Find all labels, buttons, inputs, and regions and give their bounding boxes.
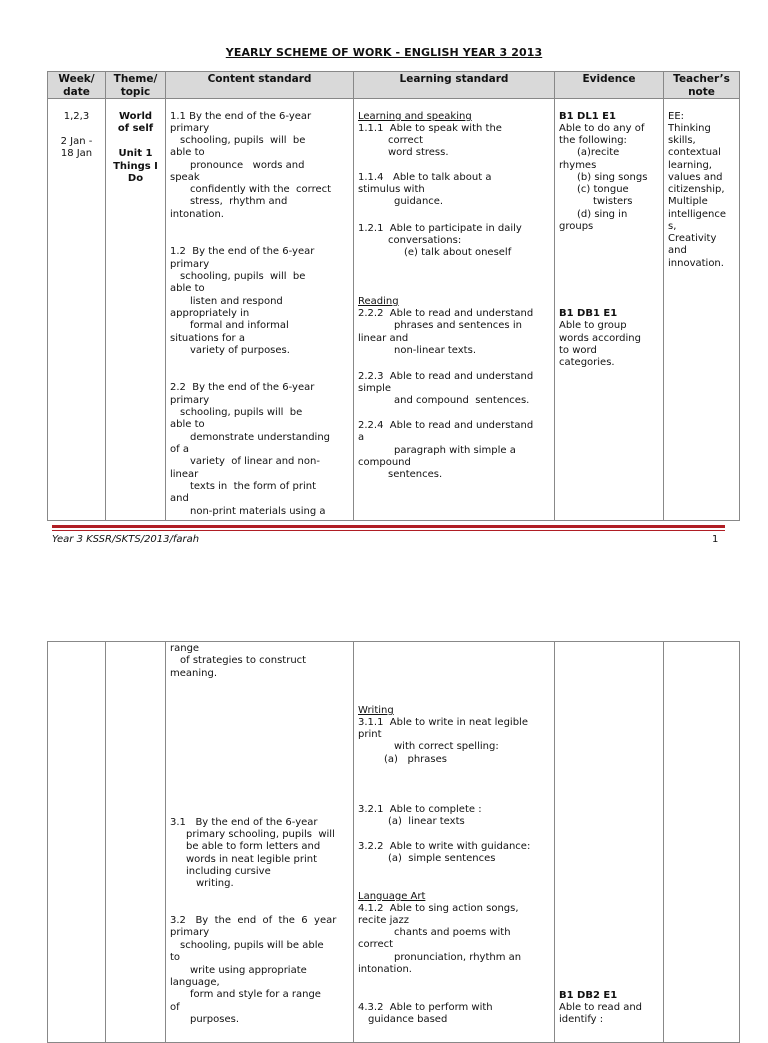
cell-text-line: range	[170, 643, 200, 654]
cell-text-line: 2.2 By the end of the 6-year	[170, 382, 315, 393]
footer-rule-thin	[52, 530, 725, 531]
cell-text-line: intelligence	[668, 209, 727, 220]
theme-topic-list	[106, 99, 165, 520]
cell-text-line: 2.2.3 Able to read and understand	[358, 371, 534, 382]
footer-text: Year 3 KSSR/SKTS/2013/farah	[52, 534, 200, 545]
cell-text-line: stimulus with	[358, 184, 425, 195]
cell-text-line: primary	[170, 395, 210, 406]
cell-text-line: guidance based	[368, 1014, 448, 1025]
cell-text-line: the following:	[559, 135, 627, 146]
cell-text-line: and compound sentences.	[394, 395, 530, 406]
cell-text-line: 3.2.1 Able to complete :	[358, 804, 482, 815]
learning-standard-text	[354, 642, 554, 1042]
cell-text-line: print	[358, 729, 382, 740]
cell-text-line: word stress.	[388, 147, 449, 158]
cell-text-line: recite jazz	[358, 915, 409, 926]
cell-text-line: B1 DB1 E1	[559, 308, 618, 319]
cell-text-line: s,	[668, 221, 677, 232]
cell-text-line: non-print materials using a	[190, 506, 326, 517]
cell-text-line: 3.2 By the end of the 6 year	[170, 915, 337, 926]
header-week-date: Week/ date	[48, 72, 106, 99]
cell-text-line: Do	[127, 173, 144, 184]
cell-text-line: schooling, pupils will be able	[180, 940, 324, 951]
cell-text-line: be able to form letters and	[186, 841, 321, 852]
cell-text-line: 18 Jan	[60, 148, 93, 160]
cell-text-line: 1.1 By the end of the 6-year	[170, 111, 312, 122]
cell-text-line: guidance.	[394, 196, 444, 207]
cell-text-line: Creativity	[668, 233, 717, 244]
cell-text-line: Language Art	[358, 891, 426, 902]
cell-text-line: primary	[170, 927, 210, 938]
cell-text-line: B1 DL1 E1	[559, 111, 616, 122]
cell-text-line: values and	[668, 172, 723, 183]
cell-text-line: Able to do any of	[559, 123, 645, 134]
cell-text-line: 3.1.1 Able to write in neat legible	[358, 717, 528, 728]
cell-text-line: of self	[117, 123, 154, 135]
cell-text-line: 1.1.4 Able to talk about a	[358, 172, 492, 183]
learning-standard-cell	[354, 99, 555, 521]
cell-text-line: (e) talk about oneself	[404, 247, 512, 258]
cell-text-line: EE:	[668, 111, 685, 122]
cell-text-line: stress, rhythm and	[190, 196, 288, 207]
cell-text-line: innovation.	[668, 258, 724, 269]
cell-text-line: speak	[170, 172, 200, 183]
table-row	[48, 642, 740, 1043]
cell-text-line: formal and informal	[190, 320, 289, 331]
cell-text-line: a	[358, 432, 365, 443]
cell-text-line: correct	[358, 939, 394, 950]
table-header-row	[48, 72, 740, 99]
cell-text-line: intonation.	[358, 964, 412, 975]
cell-text-line: pronunciation, rhythm an	[394, 952, 522, 963]
cell-text-line: confidently with the correct	[190, 184, 332, 195]
cell-text-line: able to	[170, 419, 205, 430]
header-evidence: Evidence	[555, 72, 664, 99]
cell-text-line: demonstrate understanding	[190, 432, 331, 443]
cell-text-line: 3.1 By the end of the 6-year	[170, 817, 318, 828]
footer-rule-thick	[52, 525, 725, 528]
cell-text-line: words according	[559, 333, 641, 344]
header-learning-standard: Learning standard	[354, 72, 555, 99]
cell-text-line: of strategies to construct	[180, 655, 307, 666]
cell-text-line: with correct spelling:	[394, 741, 499, 752]
cell-text-line: 2.2.4 Able to read and understand	[358, 420, 534, 431]
cell-text-line: to word	[559, 345, 597, 356]
cell-text-line: (a) phrases	[384, 754, 447, 765]
cell-text-line: and	[170, 493, 189, 504]
cell-text-line: 1.1.1 Able to speak with the	[358, 123, 502, 134]
cell-text-line: variety of linear and non-	[190, 456, 320, 467]
cell-text-line: to	[170, 952, 181, 963]
week-date-cell	[48, 99, 106, 521]
cell-text-line: form and style for a range	[190, 989, 321, 1000]
teachers-note-text	[664, 99, 739, 520]
cell-text-line: (a)recite	[577, 147, 620, 158]
cell-text-line: categories.	[559, 357, 615, 368]
week-date-cell	[48, 642, 106, 1043]
content-standard-text	[166, 99, 353, 520]
cell-text-line: write using appropriate	[190, 965, 307, 976]
cell-text-line: schooling, pupils will be	[180, 271, 306, 282]
cell-text-line: Able to group	[559, 320, 627, 331]
learning-standard-cell	[354, 642, 555, 1043]
cell-text-line: Able to read and	[559, 1002, 643, 1013]
cell-text-line: learning,	[668, 160, 712, 171]
cell-text-line: sentences.	[388, 469, 443, 480]
cell-text-line: twisters	[593, 196, 633, 207]
cell-text-line: (a) linear texts	[388, 816, 465, 827]
cell-text-line: correct	[388, 135, 424, 146]
cell-text-line: skills,	[668, 135, 696, 146]
cell-text-line: primary	[170, 123, 210, 134]
cell-text-line: Reading	[358, 296, 399, 307]
cell-text-line: writing.	[196, 878, 234, 889]
cell-text-line: 4.3.2 Able to perform with	[358, 1002, 493, 1013]
teachers-note-cell	[664, 99, 740, 521]
cell-text-line: situations for a	[170, 333, 245, 344]
cell-text-line: purposes.	[190, 1014, 240, 1025]
cell-text-line: identify :	[559, 1014, 604, 1025]
cell-text-line: 1.2 By the end of the 6-year	[170, 246, 315, 257]
content-standard-cell	[166, 642, 354, 1043]
cell-text-line: primary	[170, 259, 210, 270]
cell-text-line: chants and poems with	[394, 927, 511, 938]
cell-text-line: (c) tongue	[577, 184, 629, 195]
cell-text-line: 2 Jan -	[60, 135, 93, 147]
cell-text-line: of a	[170, 444, 189, 455]
cell-text-line: listen and respond	[190, 296, 283, 307]
cell-text-line: of	[170, 1002, 180, 1013]
cell-text-line: schooling, pupils will be	[180, 407, 303, 418]
cell-text-line: non-linear texts.	[394, 345, 476, 356]
cell-text-line: appropriately in	[170, 308, 250, 319]
header-theme-topic: Theme/ topic	[106, 72, 166, 99]
cell-text-line: variety of purposes.	[190, 345, 290, 356]
cell-text-line: texts in the form of print	[190, 481, 316, 492]
scheme-table-page-1	[47, 71, 740, 521]
cell-text-line: 1.2.1 Able to participate in daily	[358, 223, 522, 234]
cell-text-line: World	[118, 111, 153, 122]
cell-text-line: meaning.	[170, 668, 218, 679]
cell-text-line: citizenship,	[668, 184, 725, 195]
content-standard-text	[166, 642, 353, 1042]
cell-text-line: 3.2.2 Able to write with guidance:	[358, 841, 531, 852]
cell-text-line: pronounce words and	[190, 160, 305, 171]
cell-text-line: (d) sing in	[577, 209, 628, 220]
cell-text-line: rhymes	[559, 160, 597, 171]
cell-text-line: Multiple	[668, 196, 708, 207]
teachers-note-cell	[664, 642, 740, 1043]
cell-text-line: intonation.	[170, 209, 224, 220]
cell-text-line: primary schooling, pupils will	[186, 829, 335, 840]
cell-text-line: linear and	[358, 333, 409, 344]
document-title: YEARLY SCHEME OF WORK - ENGLISH YEAR 3 2013	[225, 46, 543, 59]
scheme-table-page-2	[47, 641, 740, 1043]
cell-text-line: able to	[170, 147, 205, 158]
cell-text-line: 2.2.2 Able to read and understand	[358, 308, 534, 319]
cell-text-line: B1 DB2 E1	[559, 990, 618, 1001]
cell-text-line: phrases and sentences in	[394, 320, 522, 331]
week-date-list	[48, 99, 105, 520]
header-content-standard: Content standard	[166, 72, 354, 99]
cell-text-line: Learning and speaking	[358, 111, 472, 122]
cell-text-line: paragraph with simple a	[394, 445, 516, 456]
theme-topic-cell	[106, 99, 166, 521]
cell-text-line: language,	[170, 977, 220, 988]
cell-text-line: simple	[358, 383, 392, 394]
cell-text-line: (b) sing songs	[577, 172, 648, 183]
cell-text-line: linear	[170, 469, 199, 480]
page-number: 1	[712, 534, 719, 545]
cell-text-line: Things I	[113, 160, 158, 172]
content-standard-cell	[166, 99, 354, 521]
cell-text-line: Unit 1	[118, 148, 153, 160]
evidence-cell	[555, 642, 664, 1043]
cell-text-line: able to	[170, 283, 205, 294]
cell-text-line: schooling, pupils will be	[180, 135, 306, 146]
learning-standard-text	[354, 99, 554, 520]
cell-text-line: Thinking	[668, 123, 711, 134]
cell-text-line: conversations:	[388, 235, 462, 246]
cell-text-line: including cursive	[186, 866, 271, 877]
cell-text-line: and	[668, 245, 687, 256]
header-teachers-note: Teacher’s note	[664, 72, 740, 99]
evidence-cell	[555, 99, 664, 521]
cell-text-line: (a) simple sentences	[388, 853, 496, 864]
cell-text-line: groups	[559, 221, 594, 232]
theme-topic-cell	[106, 642, 166, 1043]
table-row	[48, 99, 740, 521]
cell-text-line: contextual	[668, 147, 721, 158]
evidence-text	[555, 642, 663, 1042]
evidence-text	[555, 99, 663, 520]
cell-text-line: Writing	[358, 705, 394, 716]
cell-text-line: 1,2,3	[63, 111, 90, 122]
cell-text-line: compound	[358, 457, 411, 468]
cell-text-line: words in neat legible print	[186, 854, 317, 865]
cell-text-line: 4.1.2 Able to sing action songs,	[358, 903, 519, 914]
